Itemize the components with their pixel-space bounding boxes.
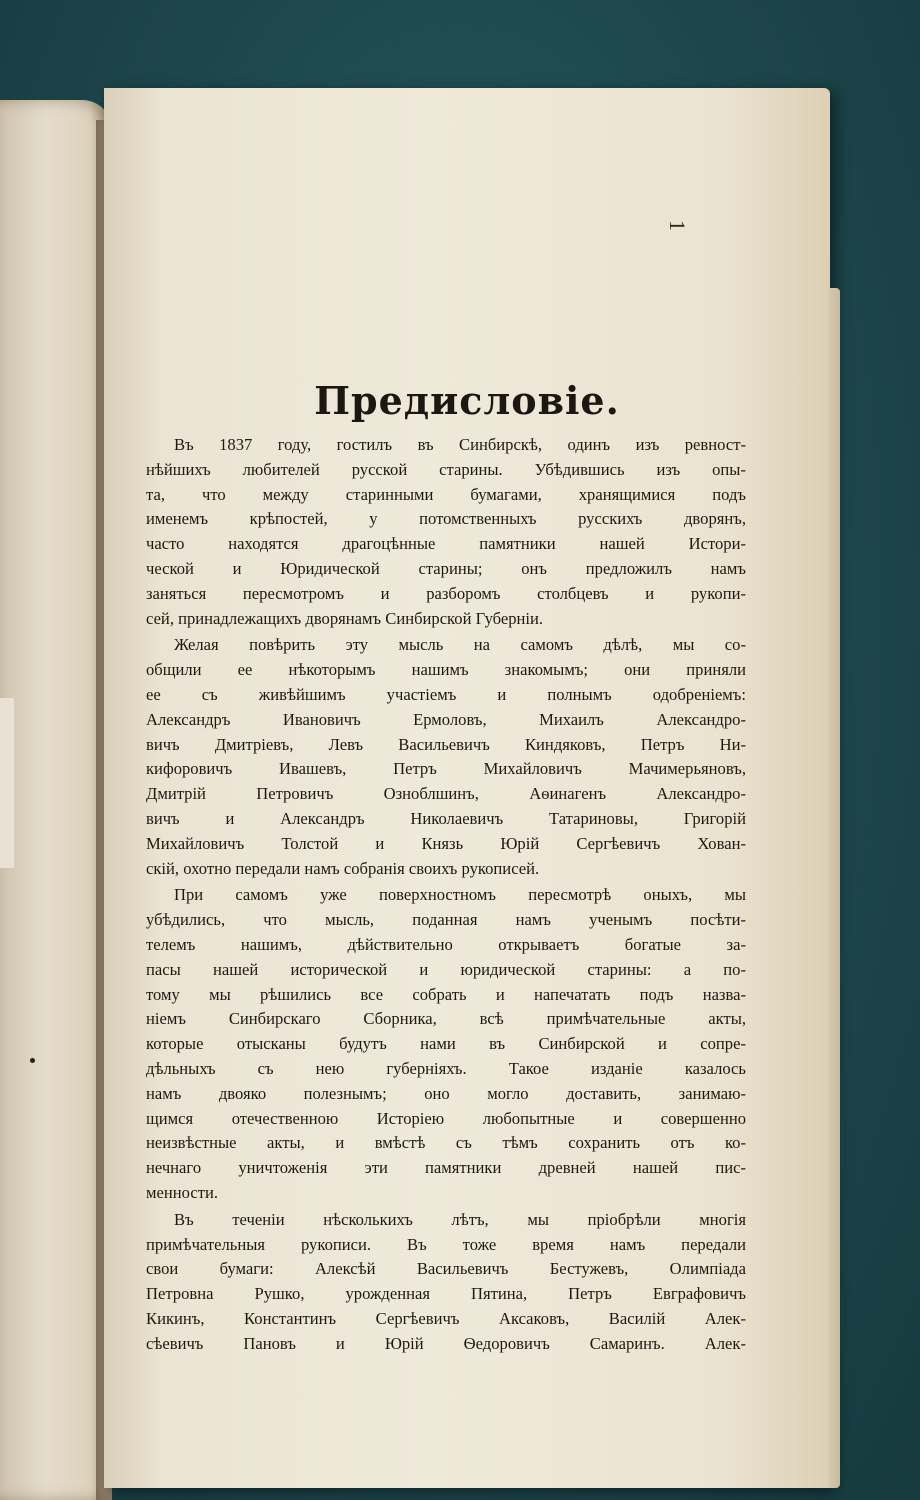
- text-line: Въ теченіи нѣсколькихъ лѣтъ, мы пріобрѣли многія: [174, 1209, 746, 1229]
- page-title: Предисловіе.: [314, 378, 620, 423]
- text-line: свои бумаги: Алексѣй Васильевичъ Бестужевъ, Олимпіада: [146, 1259, 746, 1279]
- text-line: нѣйшихъ любителей русской старины. Убѣдившись изъ опы-: [146, 459, 746, 479]
- paragraph-2: [146, 633, 746, 881]
- paragraph-3: [146, 883, 746, 1205]
- text-line: Петровна Рушко, урожденная Пятина, Петръ Евграфовичъ: [146, 1284, 746, 1304]
- page-stack-edge: [828, 288, 840, 1488]
- text-line: кифоровичъ Ивашевъ, Петръ Михайловичъ Мачимерьяновъ,: [146, 759, 746, 779]
- text-line: пасы нашей исторической и юридической старины: а по-: [146, 959, 746, 979]
- text-line: заняться пересмотромъ и разборомъ столбцевъ и рукопи-: [146, 583, 746, 603]
- text-line: та, что между старинными бумагами, хранящимися подъ: [146, 484, 746, 504]
- text-line: общили ее нѣкоторымъ нашимъ знакомымъ; они приняли: [146, 660, 746, 680]
- text-line: сѣевичъ Пановъ и Юрій Ѳедоровичъ Самаринъ. Алек-: [146, 1333, 746, 1353]
- bookmark-strip: [0, 698, 14, 868]
- text-line: сей, принадлежащихъ дворянамъ Синбирской Губерніи.: [146, 608, 544, 628]
- text-line: часто находятся драгоцѣнные памятники нашей Истори-: [146, 534, 746, 554]
- text-line: менности.: [146, 1182, 218, 1202]
- text-line: ее съ живѣйшимъ участіемъ и полнымъ одобреніемъ:: [146, 684, 746, 704]
- text-line: Кикинъ, Константинъ Сергѣевичъ Аксаковъ, Василій Алек-: [146, 1308, 746, 1328]
- paragraph-4: [146, 1208, 746, 1357]
- text-line: нечнаго уничтоженія эти памятники древней нашей пис-: [146, 1158, 746, 1178]
- page-number: 1: [665, 220, 690, 231]
- text-line: вичъ и Александръ Николаевичъ Татариновы, Григорій: [146, 808, 746, 828]
- text-line: ніемъ Синбирскаго Сборника, всѣ примѣчательные акты,: [146, 1009, 746, 1029]
- text-line: неизвѣстные акты, и вмѣстѣ съ тѣмъ сохранить отъ ко-: [146, 1133, 746, 1153]
- text-line: Желая повѣрить эту мысль на самомъ дѣлѣ, мы со-: [174, 635, 746, 655]
- text-line: намъ двояко полезнымъ; оно могло доставить, занимаю-: [146, 1083, 746, 1103]
- text-line: телемъ нашимъ, дѣйствительно открываетъ богатые за-: [146, 934, 746, 954]
- body-text: [146, 433, 746, 1358]
- ink-spot: [30, 1058, 35, 1063]
- text-line: тому мы рѣшились все собрать и напечатать подъ назва-: [146, 984, 746, 1004]
- text-line: скій, охотно передали намъ собранія своихъ рукописей.: [146, 858, 540, 878]
- text-line: которые отысканы будутъ нами въ Синбирской и сопре-: [146, 1034, 746, 1054]
- text-line: примѣчательныя рукописи. Въ тоже время намъ передали: [146, 1234, 746, 1254]
- text-line: вичъ Дмитріевъ, Левъ Васильевичъ Киндяковъ, Петръ Ни-: [146, 734, 746, 754]
- book-page: [104, 88, 830, 1488]
- text-line: При самомъ уже поверхностномъ пересмотрѣ оныхъ, мы: [174, 885, 746, 905]
- text-line: Дмитрій Петровичъ Озноблшинъ, Аѳинагенъ Александро-: [146, 784, 746, 804]
- text-line: ческой и Юридической старины; онъ предложилъ намъ: [146, 558, 746, 578]
- text-line: Александръ Ивановичъ Ермоловъ, Михаилъ Александро-: [146, 709, 746, 729]
- text-line: щимся отечественною Исторіею любопытные и совершенно: [146, 1108, 746, 1128]
- text-line: дѣльныхъ съ нею губерніяхъ. Такое изданіе казалось: [146, 1058, 746, 1078]
- text-line: Въ 1837 году, гостилъ въ Синбирскѣ, одинъ изъ ревност-: [174, 435, 746, 454]
- text-line: убѣдились, что мысль, поданная намъ ученымъ посѣти-: [146, 910, 746, 930]
- text-line: именемъ крѣпостей, у потомственныхъ русскихъ дворянъ,: [146, 509, 746, 529]
- paragraph-1: [146, 433, 746, 631]
- text-line: Михайловичъ Толстой и Князь Юрій Сергѣевичъ Хован-: [146, 833, 746, 853]
